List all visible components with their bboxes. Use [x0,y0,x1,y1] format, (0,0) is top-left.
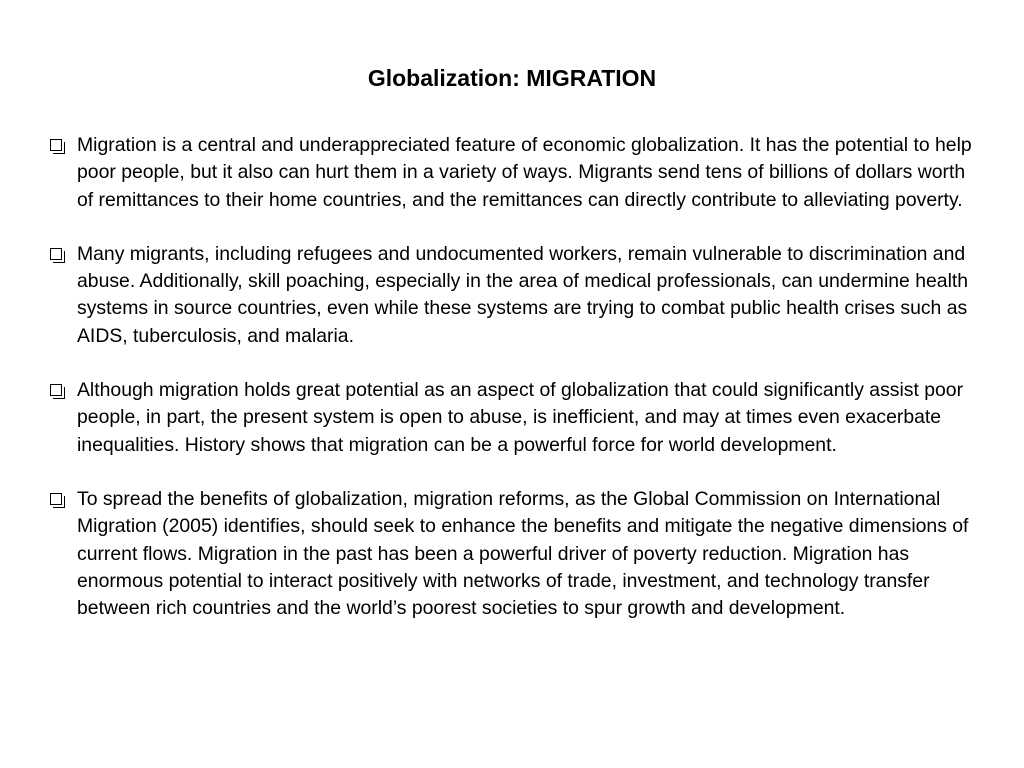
bullet-text: Migration is a central and underappreciated feature of economic globalization. It has the potential to help poor people, but it also can hurt them in a variety of ways. Migrants send tens of billions of dollars worth of remittances to their home countries, and the remittances can directly contribute to alleviating poverty. [77,134,972,211]
square-bullet-icon [50,493,62,505]
bullet-item [48,486,978,622]
bullet-text: Many migrants, including refugees and undocumented workers, remain vulnerable to discrimination and abuse. Additionally, skill poaching, especially in the area of medical professionals, can undermine health systems in source countries, even while these systems are trying to combat public health crises such as AIDS, tuberculosis, and malaria. [77,242,969,347]
slide-title: Globalization: MIGRATION [367,65,657,91]
bullet-item [48,377,978,459]
square-bullet-icon [50,139,62,151]
square-bullet-icon [50,248,62,260]
bullet-text: Although migration holds great potential as an aspect of globalization that could significantly assist poor people, in part, the present system is open to abuse, is inefficient, and may at times even exacerbate inequalities. History shows that migration can be a powerful force for world development. [77,379,964,456]
square-bullet-icon [50,384,62,396]
bullet-text: To spread the benefits of globalization, migration reforms, as the Global Commission on International Migration (2005) identifies, should seek to enhance the benefits and mitigate the negative dimensions of current flows. Migration in the past has been a powerful driver of poverty reduction. Migration has enormous potential to interact positively with networks of trade, investment, and technology transfer between rich countries and the world’s poorest societies to spur growth and development. [77,487,969,620]
bullet-item [48,132,978,214]
bullet-item [48,241,978,350]
bullet-list [48,132,978,622]
